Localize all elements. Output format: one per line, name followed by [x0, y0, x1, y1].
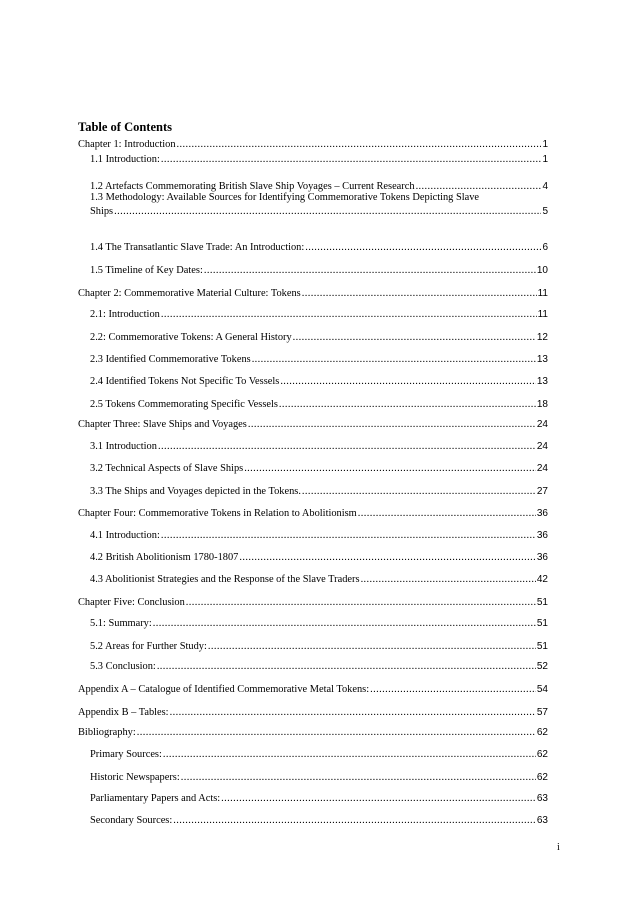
- toc-dot-leader: [293, 331, 536, 344]
- toc-dot-leader: [302, 485, 536, 498]
- toc-dot-leader: [177, 138, 542, 151]
- toc-dot-leader: [161, 153, 542, 166]
- toc-section-entry[interactable]: [90, 573, 548, 586]
- toc-dot-leader: [114, 205, 541, 218]
- toc-section-entry[interactable]: [90, 792, 548, 805]
- toc-entry-page-number: 52: [536, 661, 548, 672]
- toc-entry-page-number: 18: [536, 399, 548, 410]
- toc-section-entry[interactable]: [90, 748, 548, 761]
- toc-entry-label: 2.5 Tokens Commemorating Specific Vessels: [90, 399, 278, 410]
- toc-dot-leader: [170, 706, 536, 719]
- toc-entry-label: 1.5 Timeline of Key Dates:: [90, 265, 203, 276]
- toc-section-entry[interactable]: [90, 660, 548, 673]
- toc-chapter-entry[interactable]: [78, 507, 548, 520]
- toc-chapter-entry[interactable]: [78, 596, 548, 609]
- toc-entry-label: 3.3 The Ships and Voyages depicted in the Tokens.: [90, 486, 301, 497]
- toc-entry-label: Primary Sources:: [90, 749, 162, 760]
- toc-dot-leader: [137, 726, 536, 739]
- toc-dot-leader: [358, 507, 536, 520]
- toc-entry-label-line: 1.3 Methodology: Available Sources for Identifying Commemorative Tokens Depicting Slave: [90, 192, 480, 203]
- toc-entry-label: 4.2 British Abolitionism 1780-1807: [90, 552, 239, 563]
- toc-dot-leader: [157, 660, 536, 673]
- toc-entry-label: Bibliography:: [78, 727, 136, 738]
- toc-entry-page-number: 24: [536, 463, 548, 474]
- toc-chapter-entry[interactable]: [78, 418, 548, 431]
- toc-dot-leader: [252, 353, 536, 366]
- toc-section-entry[interactable]: [90, 264, 548, 277]
- toc-entry-label: 5.3 Conclusion:: [90, 661, 156, 672]
- toc-entry-page-number: 11: [537, 288, 548, 299]
- toc-dot-leader: [221, 792, 536, 805]
- toc-entry-page-number: 13: [536, 354, 548, 365]
- toc-entry-page-number: 1: [542, 154, 548, 165]
- toc-section-entry[interactable]: [90, 153, 548, 166]
- toc-entry-label: 2.2: Commemorative Tokens: A General History: [90, 332, 292, 343]
- toc-chapter-entry[interactable]: [78, 138, 548, 151]
- toc-entry-label: Ships: [90, 206, 114, 217]
- toc-dot-leader: [280, 375, 536, 388]
- toc-entry-label: Appendix B – Tables:: [78, 707, 169, 718]
- toc-entry-label: 1.4 The Transatlantic Slave Trade: An Introduction:: [90, 242, 305, 253]
- toc-entry-label: 3.2 Technical Aspects of Slave Ships: [90, 463, 244, 474]
- toc-dot-leader: [204, 264, 536, 277]
- toc-section-entry[interactable]: [90, 205, 548, 218]
- toc-section-entry[interactable]: [90, 529, 548, 542]
- toc-section-entry[interactable]: [90, 398, 548, 411]
- toc-dot-leader: [244, 462, 536, 475]
- toc-entry-label: 5.2 Areas for Further Study:: [90, 641, 207, 652]
- toc-entry-label: 4.3 Abolitionist Strategies and the Response of the Slave Traders: [90, 574, 360, 585]
- toc-entry-page-number: 51: [536, 641, 548, 652]
- toc-entry-page-number: 63: [536, 815, 548, 826]
- toc-chapter-entry[interactable]: [78, 726, 548, 739]
- toc-entry-label: Parliamentary Papers and Acts:: [90, 793, 221, 804]
- toc-entry-page-number: 6: [542, 242, 548, 253]
- toc-entry-page-number: 62: [536, 749, 548, 760]
- toc-entry-page-number: 10: [536, 265, 548, 276]
- toc-entry-page-number: 62: [536, 772, 548, 783]
- toc-entry-label: 1.1 Introduction:: [90, 154, 160, 165]
- toc-chapter-entry[interactable]: [78, 683, 548, 696]
- toc-entry-page-number: 51: [536, 618, 548, 629]
- toc-entry-label: Appendix A – Catalogue of Identified Commemorative Metal Tokens:: [78, 684, 370, 695]
- toc-entry-page-number: 24: [536, 419, 548, 430]
- toc-entry-page-number: 4: [542, 181, 548, 192]
- toc-dot-leader: [153, 617, 536, 630]
- toc-entry-label: Chapter Three: Slave Ships and Voyages: [78, 419, 247, 430]
- toc-entry-page-number: 62: [536, 727, 548, 738]
- toc-entry-label: Chapter 1: Introduction: [78, 139, 176, 150]
- toc-entry-label: Chapter Five: Conclusion: [78, 597, 185, 608]
- toc-entry-page-number: 12: [536, 332, 548, 343]
- toc-section-entry[interactable]: [90, 551, 548, 564]
- toc-title: Table of Contents: [78, 120, 172, 134]
- toc-entry-page-number: 27: [536, 486, 548, 497]
- toc-section-entry[interactable]: [90, 241, 548, 254]
- toc-entry-page-number: 36: [536, 530, 548, 541]
- toc-entry-label: 2.4 Identified Tokens Not Specific To Vessels: [90, 376, 280, 387]
- toc-section-entry[interactable]: [90, 485, 548, 498]
- toc-entry-page-number: 54: [536, 684, 548, 695]
- toc-entry-label: 2.1: Introduction: [90, 309, 160, 320]
- toc-entry-label: 1.2 Artefacts Commemorating British Slave Ship Voyages – Current Research: [90, 181, 415, 192]
- toc-dot-leader: [305, 241, 541, 254]
- toc-entry-page-number: 36: [536, 508, 548, 519]
- toc-entry-label: 2.3 Identified Commemorative Tokens: [90, 354, 251, 365]
- toc-entry-label: 4.1 Introduction:: [90, 530, 160, 541]
- toc-dot-leader: [361, 573, 536, 586]
- toc-section-entry[interactable]: [90, 375, 548, 388]
- toc-entry-page-number: 57: [536, 707, 548, 718]
- toc-section-entry[interactable]: [90, 331, 548, 344]
- toc-entry-label: 5.1: Summary:: [90, 618, 152, 629]
- toc-entry-label: 3.1 Introduction: [90, 441, 157, 452]
- toc-section-entry[interactable]: [90, 462, 548, 475]
- toc-entry-page-number: 1: [542, 139, 548, 150]
- toc-chapter-entry[interactable]: [78, 706, 548, 719]
- toc-dot-leader: [248, 418, 536, 431]
- toc-entry-page-number: 5: [542, 206, 548, 217]
- toc-dot-leader: [161, 529, 536, 542]
- toc-entry-label: Historic Newspapers:: [90, 772, 180, 783]
- toc-entry-page-number: 11: [537, 309, 548, 320]
- toc-dot-leader: [279, 398, 536, 411]
- toc-entry-page-number: 51: [536, 597, 548, 608]
- toc-section-entry[interactable]: [90, 440, 548, 453]
- toc-entry-page-number: 42: [536, 574, 548, 585]
- toc-section-entry[interactable]: [90, 771, 548, 784]
- toc-section-entry[interactable]: [90, 308, 548, 321]
- toc-section-entry[interactable]: [90, 814, 548, 827]
- page-number: i: [557, 842, 560, 853]
- toc-section-entry[interactable]: [90, 617, 548, 630]
- toc-section-entry[interactable]: [90, 640, 548, 653]
- toc-entry-page-number: 24: [536, 441, 548, 452]
- toc-dot-leader: [158, 440, 536, 453]
- toc-entry-page-number: 13: [536, 376, 548, 387]
- toc-dot-leader: [208, 640, 536, 653]
- toc-entry-label: Chapter 2: Commemorative Material Culture: Tokens: [78, 288, 301, 299]
- toc-chapter-entry[interactable]: [78, 287, 548, 300]
- toc-section-entry[interactable]: [90, 353, 548, 366]
- toc-entry-page-number: 63: [536, 793, 548, 804]
- toc-dot-leader: [239, 551, 536, 564]
- toc-dot-leader: [173, 814, 536, 827]
- toc-dot-leader: [302, 287, 537, 300]
- toc-dot-leader: [370, 683, 536, 696]
- toc-dot-leader: [181, 771, 536, 784]
- toc-dot-leader: [186, 596, 536, 609]
- toc-dot-leader: [161, 308, 537, 321]
- toc-entry-label: Secondary Sources:: [90, 815, 173, 826]
- toc-entry-label: Chapter Four: Commemorative Tokens in Relation to Abolitionism: [78, 508, 357, 519]
- toc-dot-leader: [163, 748, 536, 761]
- toc-entry-page-number: 36: [536, 552, 548, 563]
